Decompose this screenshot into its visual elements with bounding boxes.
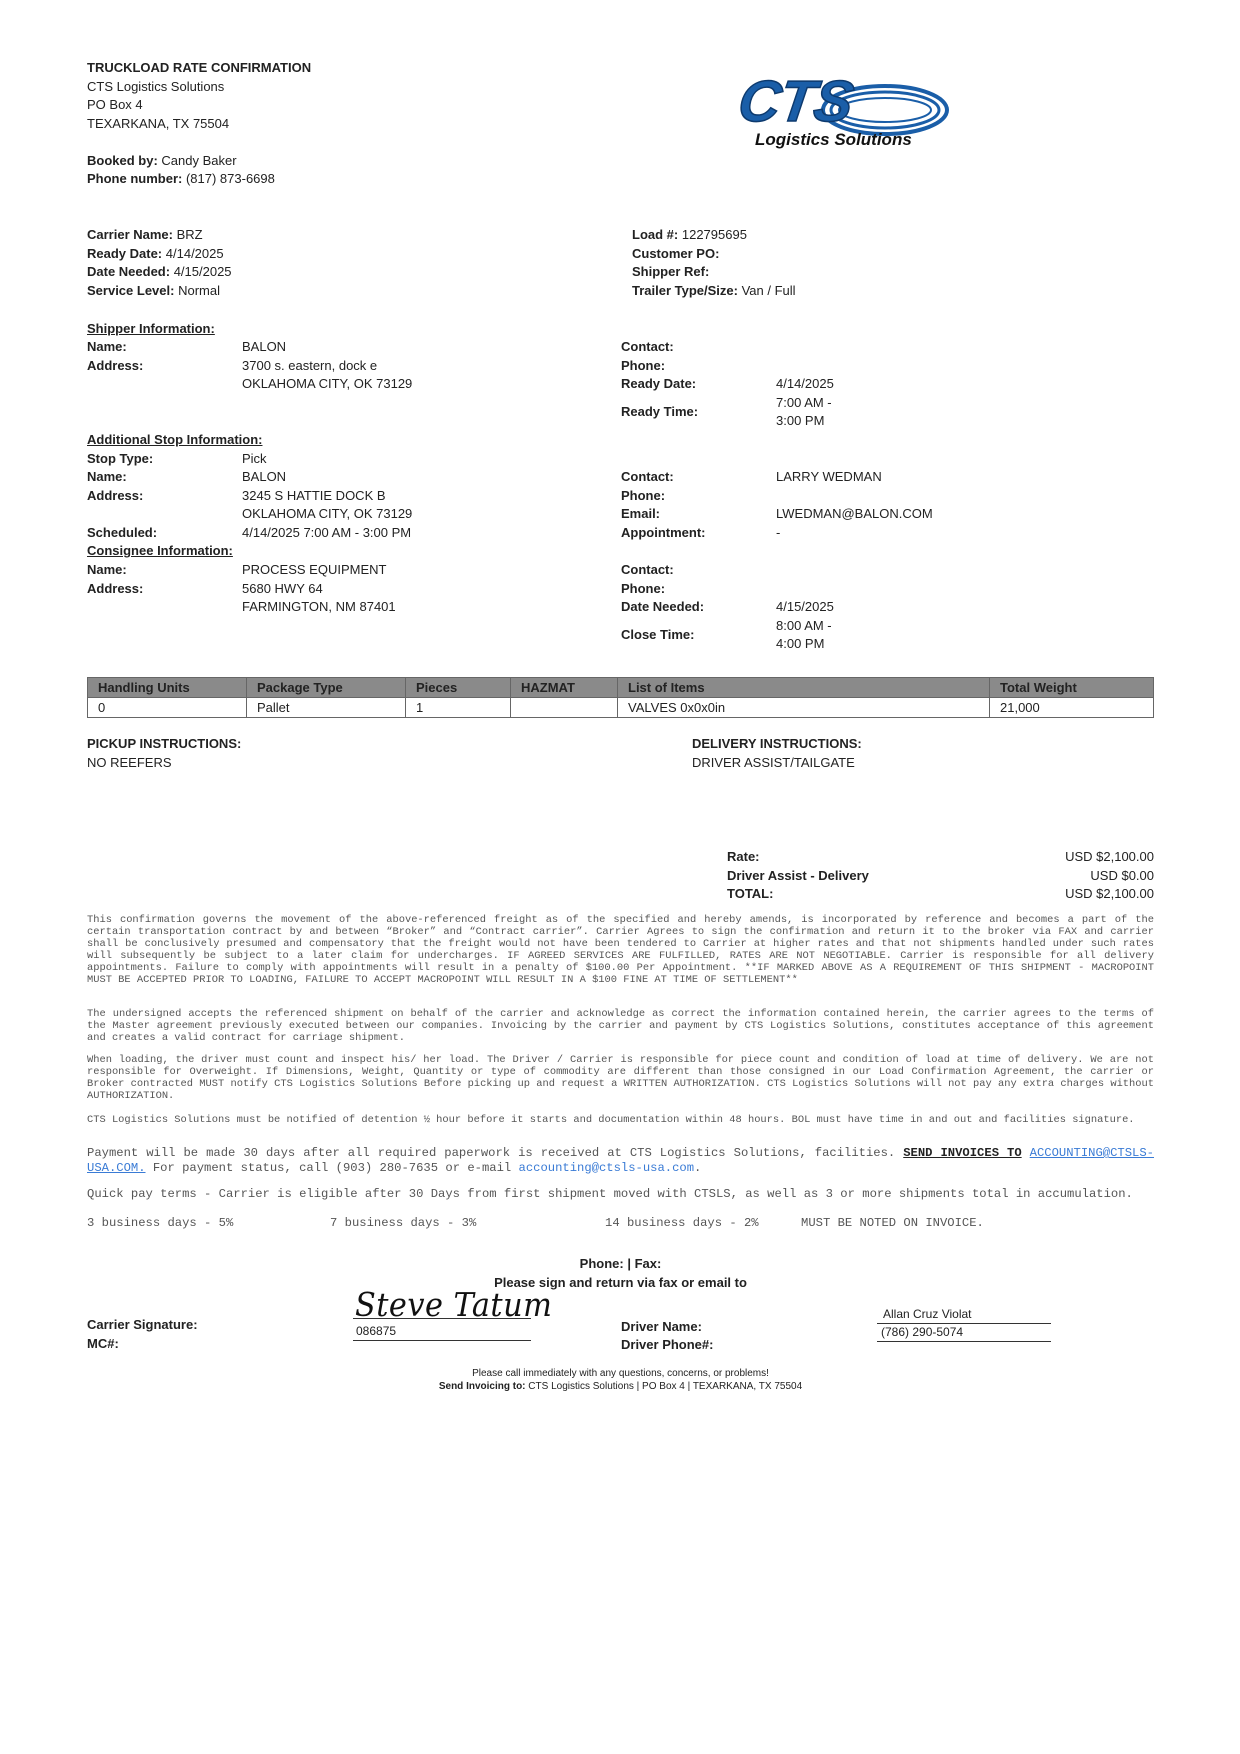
shipper-ready-time-start: 7:00 AM - [776,395,832,410]
items-table-header [88,678,1154,698]
cell-package-type: Pallet [247,698,406,718]
company-logo [734,69,955,158]
legal-paragraph-2: The undersigned accepts the referenced shipment on behalf of the carrier and acknowledge as correct the information contained herein, the carrier agrees to the terms of the Master agreement previously executed between our companies. Invoicing by the carrier and payment by CTS Logistics Solutions, constitutes acceptance of this agreement and creates a valid contract for carriage shipment. [87,1008,1154,1044]
shipper-phone-label: Phone: [621,358,666,373]
driver-assist-row: Driver Assist - Delivery USD $0.00 [727,867,1154,883]
consignee-address1: 5680 HWY 64 [242,581,323,596]
delivery-instructions: DRIVER ASSIST/TAILGATE [692,754,855,770]
company-address-line2: TEXARKANA, TX 75504 [87,115,230,131]
stop-appointment-label: Appointment: [621,525,706,540]
stop-address2: OKLAHOMA CITY, OK 73129 [242,506,413,521]
stop-email: LWEDMAN@BALON.COM [776,506,933,521]
footer-invoicing: Send Invoicing to: CTS Logistics Solutions | PO Box 4 | TEXARKANA, TX 75504 [438,1381,803,1392]
legal-paragraph-4: CTS Logistics Solutions must be notified of detention ½ hour before it starts and documentation within 48 hours. BOL must have time in and out and facilities signature. [87,1114,1135,1126]
stop-address-label: Address: [87,488,144,503]
company-name: CTS Logistics Solutions [87,78,225,94]
consignee-close-time-end: 4:00 PM [776,636,825,651]
col-total-weight: Total Weight [990,678,1154,698]
stop-name-label: Name: [87,469,127,484]
shipper-name: BALON [242,339,287,354]
col-package-type: Package Type [247,678,406,698]
cell-total-weight: 21,000 [990,698,1154,718]
consignee-address2: FARMINGTON, NM 87401 [242,599,396,614]
shipper-address2: OKLAHOMA CITY, OK 73129 [242,376,413,391]
driver-name[interactable]: Allan Cruz Violat [877,1307,1051,1324]
stop-email-label: Email: [621,506,661,521]
phone-fax: Phone: | Fax: [579,1256,662,1271]
shipper-heading: Shipper Information: [87,321,215,336]
mc-number[interactable]: 086875 [353,1324,531,1341]
stop-phone-label: Phone: [621,488,666,503]
shipper-name-label: Name: [87,339,127,354]
table-row [88,698,1154,718]
stop-heading: Additional Stop Information: [87,432,263,447]
stop-scheduled: 4/14/2025 7:00 AM - 3:00 PM [242,525,412,540]
consignee-date-needed-label: Date Needed: [621,599,705,614]
payment-status-email-link[interactable]: accounting@ctsls-usa.com [518,1160,695,1175]
rate-row: Rate: USD $2,100.00 [727,849,1154,864]
customer-po: Customer PO: [632,245,720,261]
consignee-date-needed: 4/15/2025 [776,599,834,614]
consignee-heading: Consignee Information: [87,543,233,558]
footer-call-note: Please call immediately with any questions, concerns, or problems! [472,1368,769,1379]
items-table [87,677,1154,718]
cell-handling-units: 0 [88,698,247,718]
stop-contact: LARRY WEDMAN [776,469,882,484]
pickup-instructions: NO REEFERS [87,754,172,770]
shipper-ready-time-end: 3:00 PM [776,413,825,428]
invoice-email-link[interactable]: ACCOUNTING@CTSLS-USA.COM. [87,1146,1154,1175]
consignee-name-label: Name: [87,562,127,577]
legal-paragraph-3: When loading, the driver must count and inspect his/ her load. The Driver / Carrier is responsible for piece count and condition of load at time of delivery. We are not responsible for Overweight. If Dimensions, Weight, Quantity or type of commodity are different than those consigned in our Load Confirmation Agreement, the carrier or Broker contracted MUST notify CTS Logistics Solutions Before picking up and request a WRITTEN AUTHORIZATION. CTS Logistics Solutions will not pay any extra charges without AUTHORIZATION. [87,1054,1154,1102]
shipper-ready-date: 4/14/2025 [776,376,834,391]
consignee-close-time-label: Close Time: [621,627,695,642]
stop-contact-label: Contact: [621,469,674,484]
load-number: Load #: 122795695 [632,227,747,242]
booked-by: Booked by: Candy Baker [87,152,237,168]
date-needed: Date Needed: 4/15/2025 [87,264,232,279]
stop-scheduled-label: Scheduled: [87,525,158,540]
sign-return-note: Please sign and return via fax or email to [494,1275,747,1290]
consignee-close-time-start: 8:00 AM - [776,618,832,633]
consignee-contact-label: Contact: [621,562,674,577]
shipper-contact-label: Contact: [621,339,674,354]
pickup-instructions-label: PICKUP INSTRUCTIONS: [87,736,242,751]
consignee-address-label: Address: [87,581,144,596]
service-level: Service Level: Normal [87,282,220,298]
stop-address1: 3245 S HATTIE DOCK B [242,488,386,503]
driver-phone[interactable]: (786) 290-5074 [877,1325,1051,1342]
logo-subtitle: Logistics Solutions [755,130,912,149]
shipper-ref: Shipper Ref: [632,264,710,279]
stop-type: Pick [242,451,267,466]
shipper-address1: 3700 s. eastern, dock e [242,358,378,373]
payment-terms: Payment will be made 30 days after all required paperwork is received at CTS Logistics Solutions, facilities. SEND INVOICES TO ACCOUNTING@CTSLS-USA.COM. For payment status, call (903) 280-7635 or e-mail accounting@ctsls-usa.com. [87,1146,1154,1175]
logo-text: CTS [734,69,857,134]
shipper-ready-date-label: Ready Date: [621,376,697,391]
stop-appointment: - [776,525,781,540]
cell-pieces: 1 [406,698,511,718]
stop-name: BALON [242,469,287,484]
carrier-signature-field[interactable] [353,1285,553,1324]
col-handling-units: Handling Units [88,678,247,698]
company-address-line1: PO Box 4 [87,97,143,112]
booked-phone: Phone number: (817) 873-6698 [87,171,275,186]
legal-paragraph-1: This confirmation governs the movement of the above-referenced freight as of the specified and hereby amends, is incorporated by reference and becomes a part of the certain transportation contract by and between “Broker” and “Contract carrier”. Carrier Agrees to sign the confirmation and return it to the broker via FAX and carrier shall be conclusively presumed and compensatory that the freight would not have been tendered to Carrier at higher rates and that not shipments handled under such rates will subsequently be subject to a later claim for undercharges. IF AGREED SERVICES ARE FULFILLED, RATES ARE NOT NEGOTIABLE. Carrier is responsible for all delivery appointments. Failure to comply with appointments will result in a penalty of $100.00 Per Appointment. **IF MARKED ABOVE AS A REQUIREMENT OF THIS SHIPMENT - MACROPOINT MUST BE ACCEPTED PRIOR TO LOADING, FAILURE TO ACCEPT MACROPOINT WILL RESULT IN A $100 FINE AT TIME OF SETTLEMENT** [87,914,1154,986]
driver-name-label: Driver Name: [621,1319,702,1334]
driver-phone-label: Driver Phone#: [621,1337,714,1352]
col-hazmat: HAZMAT [511,678,618,698]
col-pieces: Pieces [406,678,511,698]
stop-type-label: Stop Type: [87,451,154,466]
shipper-ready-time-label: Ready Time: [621,404,699,419]
cell-list-of-items: VALVES 0x0x0in [618,698,990,718]
mc-label: MC#: [87,1336,119,1351]
carrier-name: Carrier Name: BRZ [87,227,203,242]
consignee-phone-label: Phone: [621,581,666,596]
cell-hazmat [511,698,618,718]
delivery-instructions-label: DELIVERY INSTRUCTIONS: [692,736,862,751]
trailer-type: Trailer Type/Size: Van / Full [632,282,796,298]
ready-date: Ready Date: 4/14/2025 [87,245,224,261]
carrier-signature-label: Carrier Signature: [87,1317,198,1332]
col-list-of-items: List of Items [618,678,990,698]
consignee-name: PROCESS EQUIPMENT [242,562,387,577]
quick-pay-terms: Quick pay terms - Carrier is eligible after 30 Days from first shipment moved with CTSLS, as well as 3 or more shipments total in accumulation. [87,1187,1133,1201]
shipper-address-label: Address: [87,358,144,373]
total-row: TOTAL: USD $2,100.00 [727,886,1154,901]
carrier-signature: Steve Tatum [355,1285,553,1324]
document-title: TRUCKLOAD RATE CONFIRMATION [87,60,312,75]
